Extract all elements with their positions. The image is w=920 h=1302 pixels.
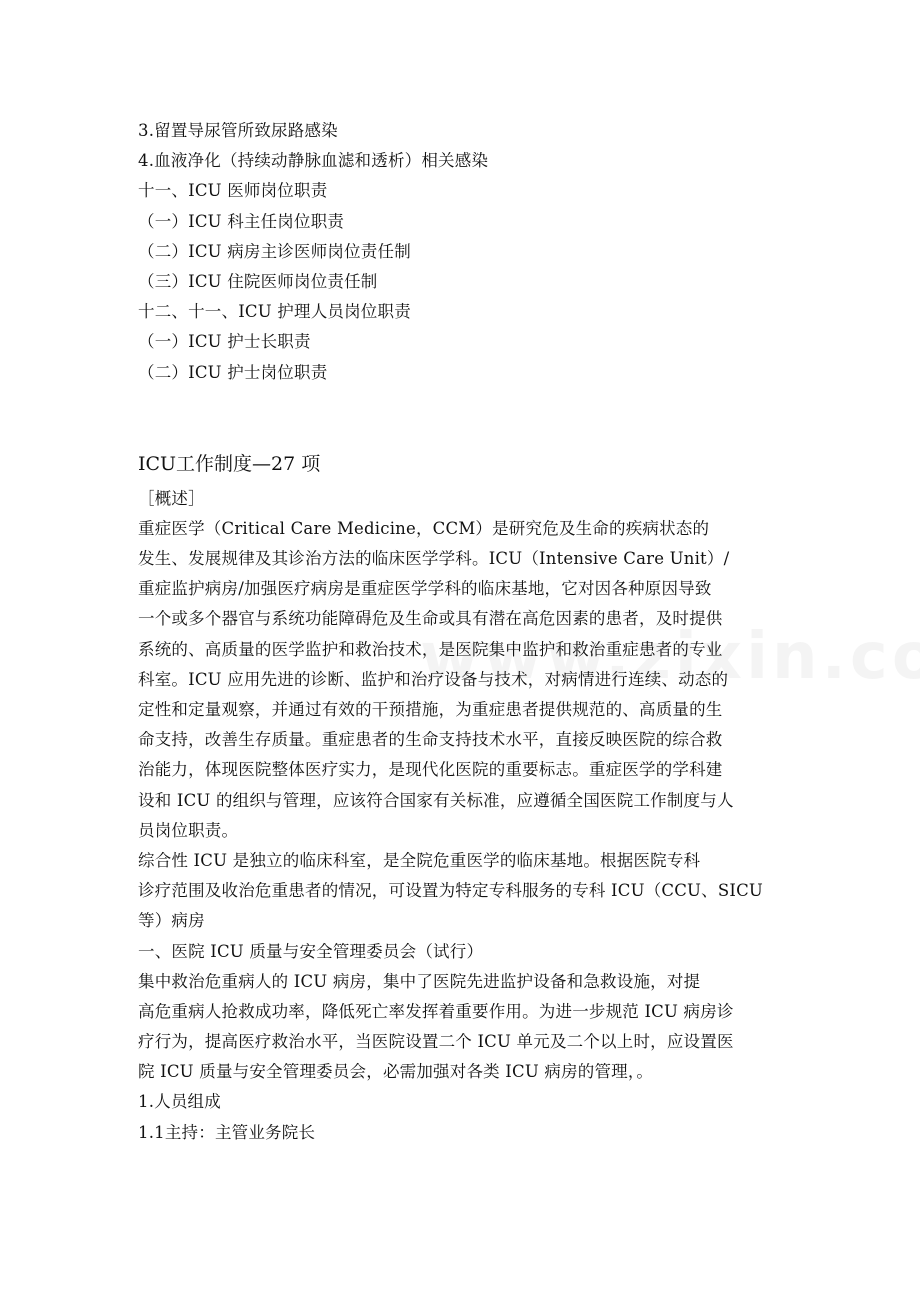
text-line: 1.人员组成 (138, 1092, 221, 1112)
text-line: 重症医学（Critical Care Medicine，CCM）是研究危及生命的疾病状态的 (138, 518, 710, 538)
text-line: 集中救治危重病人的 ICU 病房，集中了医院先进监护设备和急救设施，对提 (138, 971, 701, 991)
text-line: 等）病房 (138, 911, 205, 931)
text-line: 定性和定量观察，并通过有效的干预措施，为重症患者提供规范的、高质量的生 (138, 700, 723, 719)
outline-item: 3.留置导尿管所致尿路感染 (138, 121, 338, 140)
text-line: 科室。ICU 应用先进的诊断、监护和治疗设备与技术，对病情进行连续、动态的 (138, 669, 729, 689)
body-text (138, 484, 798, 1148)
text-line: 一、医院 ICU 质量与安全管理委员会（试行） (138, 941, 484, 961)
outline-item: （三）ICU 住院医师岗位责任制 (138, 271, 378, 291)
text-line: 疗行为，提高医疗救治水平，当医院设置二个 ICU 单元及二个以上时，应设置医 (138, 1032, 734, 1052)
text-line: 系统的、高质量的医学监护和救治技术，是医院集中监护和救治重症患者的专业 (138, 639, 723, 659)
text-line: 一个或多个器官与系统功能障碍危及生命或具有潜在高危因素的患者，及时提供 (138, 609, 723, 629)
outline-item: 4.血液净化（持续动静脉血滤和透析）相关感染 (138, 151, 489, 171)
text-line: 1.1主持：主管业务院长 (138, 1122, 316, 1142)
outline-item: （一）ICU 护士长职责 (138, 332, 311, 352)
text-line: ［概述］ (138, 488, 205, 508)
text-line: 重症监护病房/加强医疗病房是重症医学学科的临床基地，它对因各种原因导致 (138, 579, 712, 599)
text-line: 设和 ICU 的组织与管理，应该符合国家有关标准，应遵循全国医院工作制度与人 (138, 790, 734, 810)
text-line: 命支持，改善生存质量。重症患者的生命支持技术水平，直接反映医院的综合救 (138, 730, 723, 750)
outline-item: 十二、十一、ICU 护理人员岗位职责 (138, 302, 411, 322)
outline-item: 十一、ICU 医师岗位职责 (138, 181, 328, 201)
section-title: ICU工作制度—27 项 (138, 452, 321, 475)
text-line: 治能力，体现医院整体医疗实力，是现代化医院的重要标志。重症医学的学科建 (138, 760, 723, 780)
text-line: 发生、发展规律及其诊治方法的临床医学学科。ICU（Intensive Care Unit）/ (138, 549, 730, 569)
text-line: 员岗位职责。 (138, 820, 239, 840)
section-gap (138, 388, 798, 446)
text-line: 诊疗范围及收治危重患者的情况，可设置为特定专科服务的专科 ICU（CCU、SICU (138, 881, 764, 901)
document-page (138, 116, 798, 1148)
outline-item: （二）ICU 病房主诊医师岗位责任制 (138, 241, 411, 261)
text-line: 综合性 ICU 是独立的临床科室，是全院危重医学的临床基地。根据医院专科 (138, 850, 701, 870)
outline-item: （一）ICU 科主任岗位职责 (138, 211, 345, 231)
outline-item: （二）ICU 护士岗位职责 (138, 362, 328, 382)
outline-list (138, 116, 798, 388)
text-line: 高危重病人抢救成功率，降低死亡率发挥着重要作用。为进一步规范 ICU 病房诊 (138, 1001, 734, 1021)
text-line: 院 ICU 质量与安全管理委员会，必需加强对各类 ICU 病房的管理，。 (138, 1062, 654, 1082)
